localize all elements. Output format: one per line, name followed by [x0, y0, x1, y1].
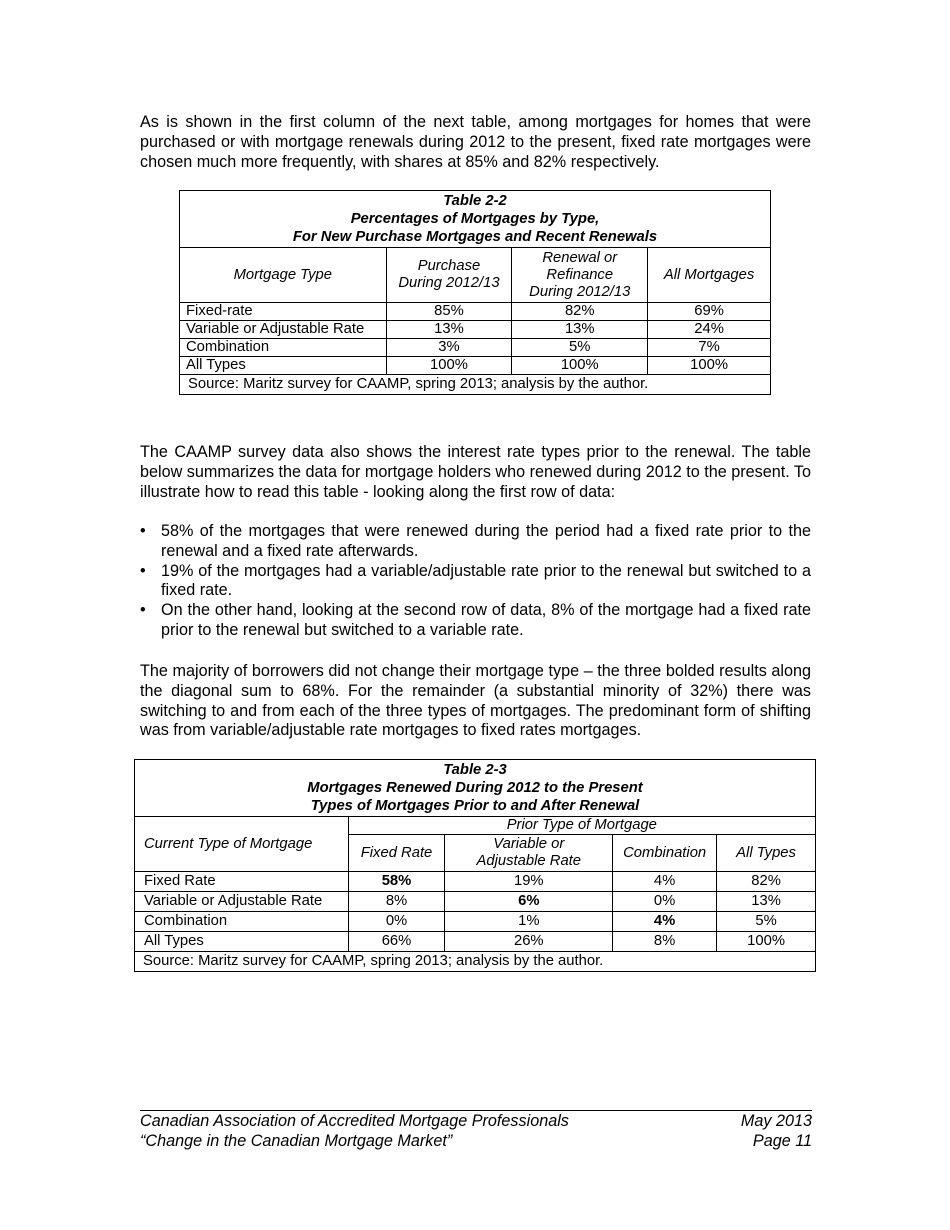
page-number: Page 11 — [752, 1132, 812, 1150]
column-header: All Types — [717, 835, 816, 872]
table-caption: Table 2-2 Percentages of Mortgages by Type, For New Purchase Mortgages and Recent Renewals — [180, 191, 771, 248]
intro-paragraph: As is shown in the first column of the next table, among mortgages for homes that were purchased or with mortgage renewals during 2012 to the present, fixed rate mortgages were chosen much more frequently, with shares at 85% and 82% respectively. — [140, 113, 811, 171]
table-caption: Table 2-3 Mortgages Renewed During 2012 to the Present Types of Mortgages Prior to and After Renewal — [135, 760, 816, 817]
table-row: Variable or Adjustable Rate 8% 6% 0% 13% — [135, 892, 816, 912]
bullet-list — [140, 522, 811, 641]
page-footer — [140, 1110, 812, 1151]
list-item: • 19% of the mortgages had a variable/adjustable rate prior to the renewal but switched to a fixed rate. — [140, 562, 811, 602]
paragraph-2: The CAAMP survey data also shows the interest rate types prior to the renewal. The table below summarizes the data for mortgage holders who renewed during 2012 to the present. To illustrate how to read this table - looking along the first row of data: — [140, 443, 811, 501]
list-item: • On the other hand, looking at the second row of data, 8% of the mortgage had a fixed rate prior to the renewal but switched to a variable rate. — [140, 601, 811, 641]
footer-report-title: “Change in the Canadian Mortgage Market” — [140, 1132, 453, 1150]
column-header: Renewal or Refinance During 2012/13 — [512, 248, 648, 303]
column-header: All Mortgages — [648, 248, 771, 303]
table-row: All Types 66% 26% 8% 100% — [135, 932, 816, 952]
table-source: Source: Maritz survey for CAAMP, spring 2013; analysis by the author. — [135, 952, 816, 972]
table-2-2 — [179, 190, 771, 395]
table-row: Fixed Rate 58% 19% 4% 82% — [135, 872, 816, 892]
column-header: Purchase During 2012/13 — [386, 248, 512, 303]
table-row: All Types 100% 100% 100% — [180, 357, 771, 375]
table-row: Combination 3% 5% 7% — [180, 339, 771, 357]
column-header: Variable or Adjustable Rate — [445, 835, 613, 872]
group-header: Prior Type of Mortgage — [348, 817, 815, 835]
column-header: Combination — [613, 835, 717, 872]
list-item: • 58% of the mortgages that were renewed during the period had a fixed rate prior to the renewal and a fixed rate afterwards. — [140, 522, 811, 562]
paragraph-3: The majority of borrowers did not change their mortgage type – the three bolded results along the diagonal sum to 68%. For the remainder (a substantial minority of 32%) there was switching to and from each of the three types of mortgages. The predominant form of shifting was from variable/adjustable rate mortgages to fixed rates mortgages. — [140, 662, 811, 740]
table-row: Fixed-rate 85% 82% 69% — [180, 303, 771, 321]
table-row: Variable or Adjustable Rate 13% 13% 24% — [180, 321, 771, 339]
footer-org: Canadian Association of Accredited Mortgage Professionals — [140, 1112, 569, 1130]
column-header: Fixed Rate — [348, 835, 445, 872]
table-row: Combination 0% 1% 4% 5% — [135, 912, 816, 932]
table-source: Source: Maritz survey for CAAMP, spring 2013; analysis by the author. — [180, 375, 771, 395]
footer-date: May 2013 — [740, 1112, 812, 1130]
table-2-3 — [134, 759, 816, 972]
row-header: Current Type of Mortgage — [135, 817, 349, 872]
column-header: Mortgage Type — [180, 248, 387, 303]
